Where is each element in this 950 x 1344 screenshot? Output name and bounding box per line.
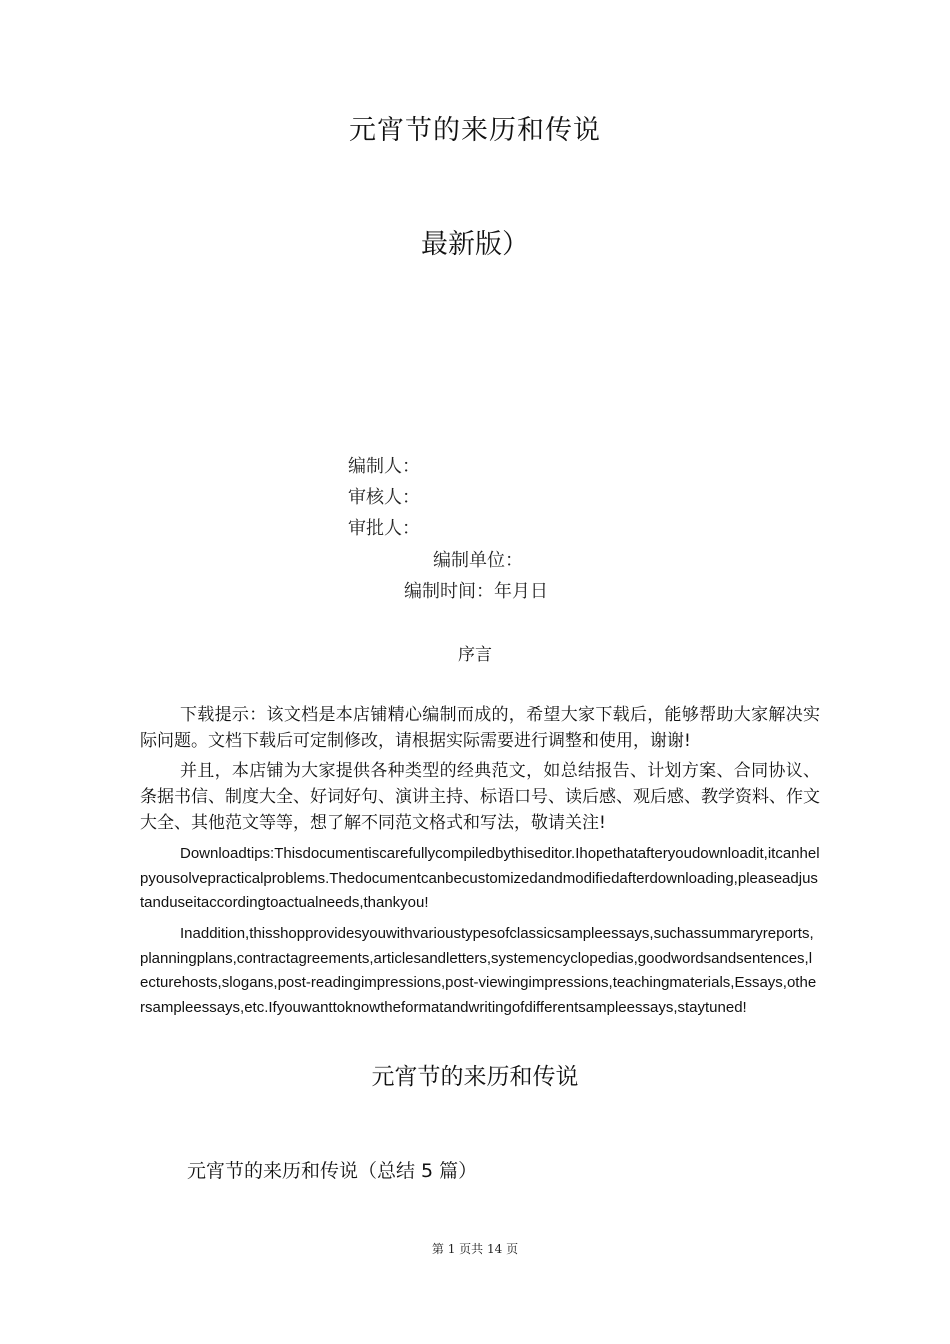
meta-compiler: 编制人：: [348, 456, 420, 477]
preface-paragraph-cn-1: 下载提示：该文档是本店铺精心编制而成的，希望大家下载后，能够帮助大家解决实际问题。文档下载后可定制修改，请根据实际需要进行调整和使用，谢谢!: [140, 705, 820, 751]
meta-time: 编制时间：年月日: [404, 581, 548, 602]
page-footer: 第 1 页共 14 页: [431, 1242, 519, 1256]
section-title: 元宵节的来历和传说: [371, 1064, 579, 1090]
section-subtitle: 元宵节的来历和传说（总结 5 篇）: [187, 1160, 478, 1182]
meta-approver: 审批人：: [348, 518, 420, 539]
document-title: 元宵节的来历和传说: [349, 115, 601, 146]
preface-paragraph-cn-2: 并且，本店铺为大家提供各种类型的经典范文，如总结报告、计划方案、合同协议、条据书信、制度大全、好词好句、演讲主持、标语口号、读后感、观后感、教学资料、作文大全、其他范文等等，想了解不同范文格式和写法，敬请关注!: [140, 761, 820, 833]
document-subtitle: 最新版）: [421, 229, 529, 260]
meta-unit: 编制单位：: [433, 550, 523, 571]
preface-paragraph-en-1: Downloadtips:Thisdocumentiscarefullycompiledbythiseditor.Ihopethatafteryoudownloadit,itcanhelpyousolvepracticalproblems.Thedocumentcanbecustomizedandmodifiedafterdownloading,pleaseadjustanduseitaccordingtoactualneeds,thankyou!: [140, 845, 820, 911]
preface-paragraph-en-2: Inaddition,thisshopprovidesyouwithvarioustypesofclassicsampleessays,suchassummaryreports,planningplans,contractagreements,articlesandletters,systemencyclopedias,goodwordsandsentences,lecturehosts,slogans,post-readingimpressions,post-viewingimpressions,teachingmaterials,Essays,othersampleessays,etc.Ifyouwanttoknowtheformatandwritingofdifferentsampleessays,staytuned!: [140, 925, 817, 1016]
preface-title: 序言: [458, 645, 492, 665]
meta-reviewer: 审核人：: [348, 487, 420, 508]
